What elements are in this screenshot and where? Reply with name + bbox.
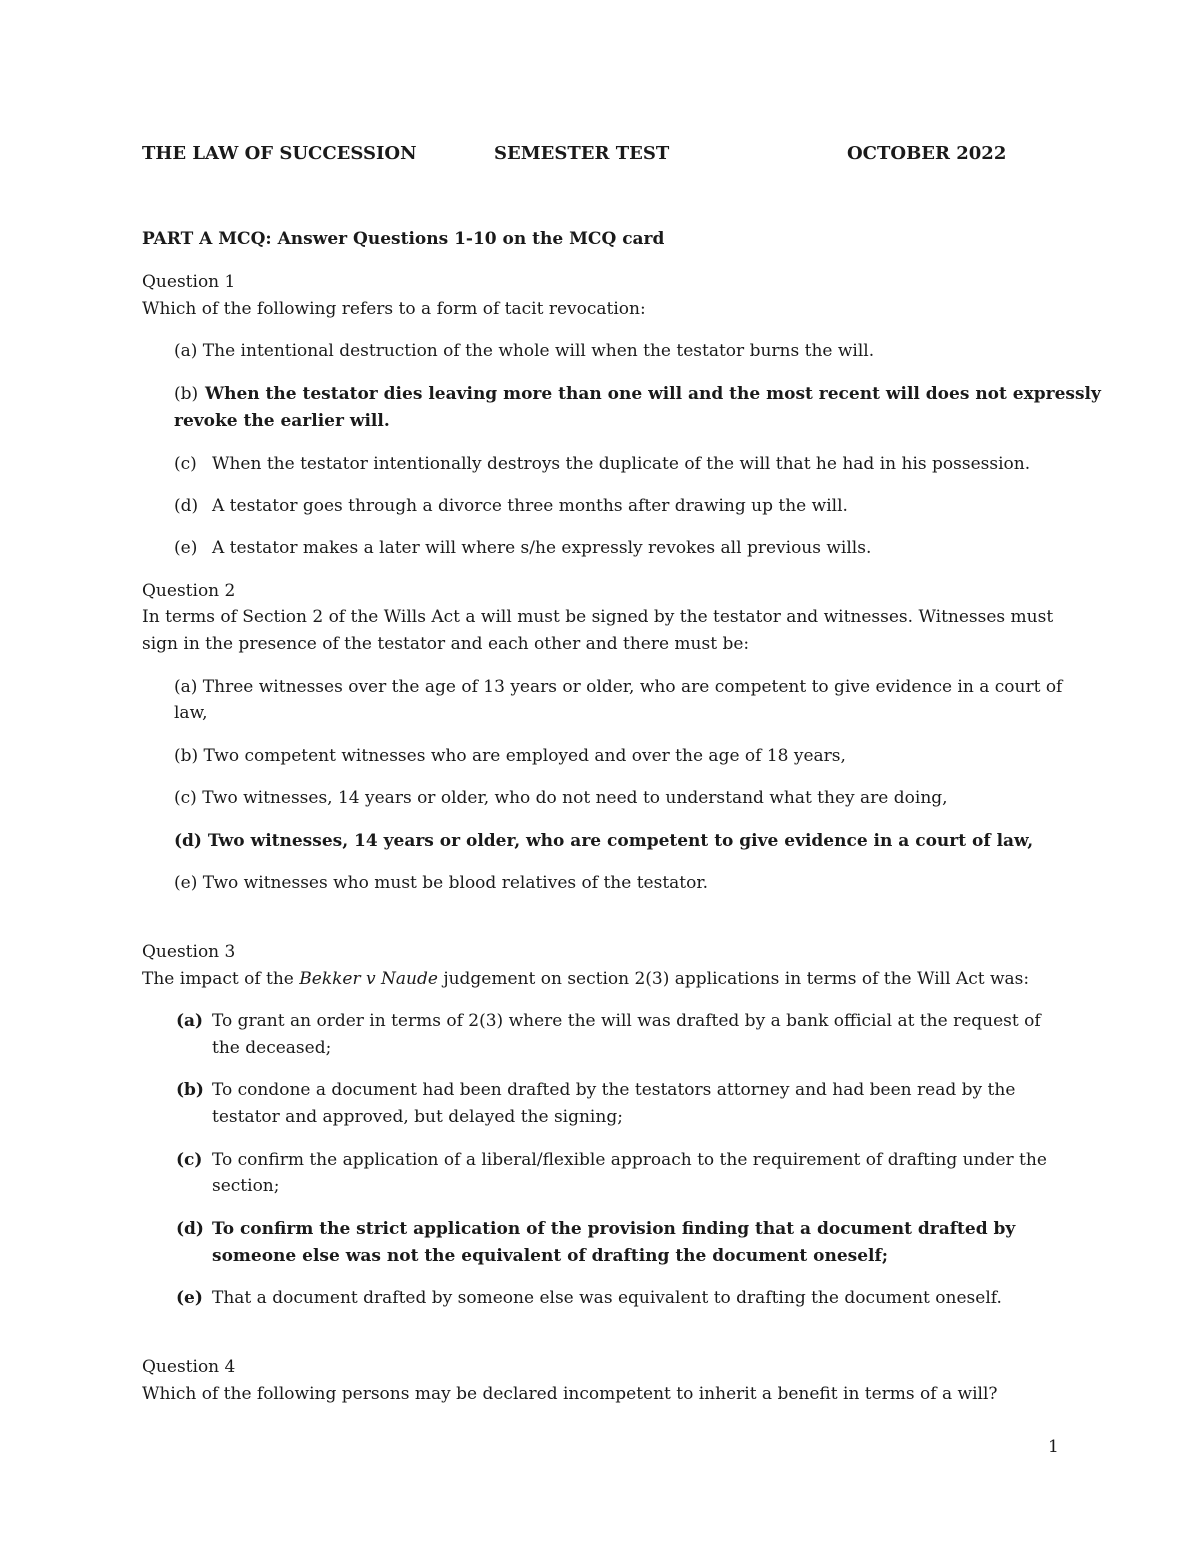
part-a-heading: PART A MCQ: Answer Questions 1-10 on the MCQ card	[142, 229, 665, 249]
option-b-correct: When the testator dies leaving more than one will and the most recent will does not expressly	[205, 384, 1101, 404]
case-name: Bekker v Naude	[299, 969, 438, 989]
page-number: 1	[1048, 1437, 1059, 1457]
header-course: THE LAW OF SUCCESSION	[142, 143, 417, 164]
option-d-correct: (d) Two witnesses, 14 years or older, who are competent to give evidence in a court of law,	[174, 831, 1034, 851]
option-a: To grant an order in terms of 2(3) where the will was drafted by a bank official at the request of	[212, 1011, 1041, 1031]
option-d-label: (d)	[174, 496, 199, 516]
question-title: Question 2	[142, 581, 236, 601]
option-c: When the testator intentionally destroys the duplicate of the will that he had in his possession.	[212, 454, 1031, 474]
header-date: OCTOBER 2022	[847, 143, 1007, 164]
option-d-correct-cont: someone else was not the equivalent of drafting the document oneself;	[212, 1246, 889, 1266]
option-b-cont: testator and approved, but delayed the signing;	[212, 1107, 623, 1127]
option-a: (a) The intentional destruction of the whole will when the testator burns the will.	[174, 341, 875, 361]
option-c-label: (c)	[174, 454, 197, 474]
option-e: That a document drafted by someone else was equivalent to drafting the document oneself.	[212, 1288, 1002, 1308]
question-stem-cont: sign in the presence of the testator and each other and there must be:	[142, 634, 750, 654]
question-stem: Which of the following refers to a form of tacit revocation:	[142, 299, 646, 319]
question-title: Question 1	[142, 272, 236, 292]
option-a-cont: the deceased;	[212, 1038, 332, 1058]
option-d-label: (d)	[176, 1219, 204, 1239]
option-c-label: (c)	[176, 1150, 203, 1170]
question-title: Question 4	[142, 1357, 236, 1377]
option-a-label: (a)	[176, 1011, 204, 1031]
option-e: A testator makes a later will where s/he expressly revokes all previous wills.	[212, 538, 872, 558]
header-test: SEMESTER TEST	[494, 143, 670, 164]
option-c: (c) Two witnesses, 14 years or older, who do not need to understand what they are doing,	[174, 788, 948, 808]
option-b: (b) Two competent witnesses who are employed and over the age of 18 years,	[174, 746, 846, 766]
question-stem: In terms of Section 2 of the Wills Act a will must be signed by the testator and witnesses. Witnesses must	[142, 607, 1054, 627]
question-title: Question 3	[142, 942, 236, 962]
option-b-label: (b)	[176, 1080, 204, 1100]
option-a: (a) Three witnesses over the age of 13 years or older, who are competent to give evidence in a court of	[174, 677, 1063, 697]
option-c: To confirm the application of a liberal/flexible approach to the requirement of drafting under the	[212, 1150, 1047, 1170]
stem-text: judgement on section 2(3) applications in terms of the Will Act was:	[437, 969, 1030, 989]
option-e-label: (e)	[174, 538, 198, 558]
option-b-correct-cont: revoke the earlier will.	[174, 411, 390, 431]
option-c-cont: section;	[212, 1176, 280, 1196]
option-d-correct: To confirm the strict application of the provision finding that a document drafted by	[212, 1219, 1016, 1239]
question-stem: Which of the following persons may be declared incompetent to inherit a benefit in terms of a will?	[142, 1384, 998, 1404]
option-b-label: (b)	[174, 384, 199, 404]
stem-text: The impact of the	[142, 969, 300, 989]
option-e: (e) Two witnesses who must be blood relatives of the testator.	[174, 873, 709, 893]
option-a-cont: law,	[174, 703, 208, 723]
option-e-label: (e)	[176, 1288, 203, 1308]
option-b: To condone a document had been drafted by the testators attorney and had been read by the	[212, 1080, 1016, 1100]
question-stem	[142, 966, 1029, 992]
option-d: A testator goes through a divorce three months after drawing up the will.	[212, 496, 848, 516]
